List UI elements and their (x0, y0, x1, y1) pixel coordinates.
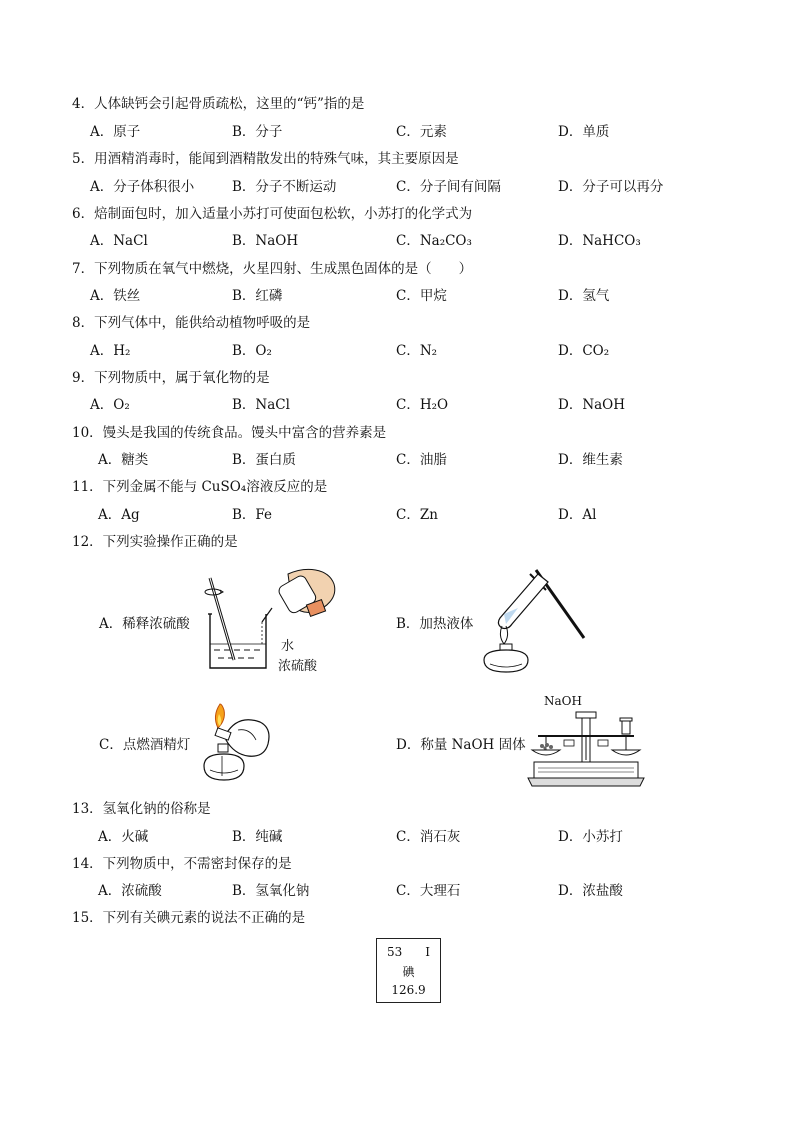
option-d[interactable]: D．Al (558, 507, 597, 523)
option-b[interactable]: B．纯碱 (232, 829, 283, 845)
option-a[interactable]: A．O₂ (90, 397, 130, 413)
option-b[interactable]: B．分子 (232, 124, 283, 140)
option-b[interactable]: B．氢氧化钠 (232, 883, 310, 899)
option-d[interactable]: D．氢气 (558, 288, 610, 304)
option-c[interactable]: C．分子间有间隔 (396, 179, 501, 195)
option-c[interactable]: C．Na₂CO₃ (396, 233, 472, 249)
q12-option-a-label[interactable]: A．稀释浓硫酸 (99, 616, 190, 632)
balance-figure (524, 706, 648, 788)
water-label: 水 (281, 639, 295, 654)
question-7: 7．下列物质在氧气中燃烧，火星四射、生成黑色固体的是（ ） (72, 261, 473, 277)
option-d[interactable]: D．单质 (558, 124, 610, 140)
option-c[interactable]: C．N₂ (396, 343, 438, 359)
q12-option-d-label[interactable]: D．称量 NaOH 固体 (396, 737, 526, 753)
question-13-options (90, 828, 770, 846)
question-6: 6．焙制面包时，加入适量小苏打可使面包松软，小苏打的化学式为 (72, 206, 473, 222)
question-4: 4．人体缺钙会引起骨质疏松，这里的“钙”指的是 (72, 96, 365, 112)
question-9-options (90, 396, 770, 414)
option-c[interactable]: C．油脂 (396, 452, 447, 468)
question-10: 10．馒头是我国的传统食品。馒头中富含的营养素是 (72, 425, 387, 441)
element-name: 碘 (402, 965, 415, 979)
option-a[interactable]: A．浓硫酸 (98, 883, 162, 899)
option-d[interactable]: D．小苏打 (558, 829, 623, 845)
iodine-element-card (376, 938, 441, 1003)
question-4-options (90, 123, 770, 141)
option-a[interactable]: A．NaCl (90, 233, 148, 249)
option-d[interactable]: D．维生素 (558, 452, 623, 468)
option-b[interactable]: B．分子不断运动 (232, 179, 337, 195)
heat-liquid-figure (474, 564, 594, 676)
question-8-options (90, 342, 770, 360)
option-d[interactable]: D．浓盐酸 (558, 883, 623, 899)
question-8: 8．下列气体中，能供给动植物呼吸的是 (72, 315, 311, 331)
question-9: 9．下列物质中，属于氧化物的是 (72, 370, 270, 386)
question-14: 14．下列物质中，不需密封保存的是 (72, 856, 292, 872)
question-5: 5．用酒精消毒时，能闻到酒精散发出的特殊气味，其主要原因是 (72, 151, 459, 167)
question-11-options (90, 506, 770, 524)
option-b[interactable]: B．O₂ (232, 343, 272, 359)
question-7-options (90, 287, 770, 305)
q12-option-b-label[interactable]: B．加热液体 (396, 616, 474, 632)
element-symbol: I (425, 945, 430, 959)
option-b[interactable]: B．Fe (232, 507, 273, 523)
option-a[interactable]: A．铁丝 (90, 288, 141, 304)
atomic-mass: 126.9 (391, 983, 426, 997)
light-lamp-figure (198, 700, 274, 786)
question-11: 11．下列金属不能与 CuSO₄溶液反应的是 (72, 479, 328, 495)
option-a[interactable]: A．原子 (90, 124, 141, 140)
acid-label: 浓硫酸 (278, 659, 318, 674)
option-b[interactable]: B．红磷 (232, 288, 283, 304)
question-15: 15．下列有关碘元素的说法不正确的是 (72, 910, 306, 926)
option-c[interactable]: C．H₂O (396, 397, 449, 413)
question-10-options (90, 451, 770, 469)
option-a[interactable]: A．火碱 (98, 829, 149, 845)
option-a[interactable]: A．糖类 (98, 452, 149, 468)
question-14-options (90, 882, 770, 900)
q12-option-c-label[interactable]: C．点燃酒精灯 (99, 737, 191, 753)
dilute-acid-figure (196, 564, 346, 674)
option-c[interactable]: C．甲烷 (396, 288, 447, 304)
option-b[interactable]: B．蛋白质 (232, 452, 296, 468)
naoh-label: NaOH (544, 694, 582, 708)
option-c[interactable]: C．元素 (396, 124, 447, 140)
option-c[interactable]: C．大理石 (396, 883, 461, 899)
atomic-number: 53 (387, 945, 403, 959)
option-d[interactable]: D．NaHCO₃ (558, 233, 641, 249)
question-5-options (90, 178, 770, 196)
question-13: 13．氢氧化钠的俗称是 (72, 801, 211, 817)
option-b[interactable]: B．NaOH (232, 233, 299, 249)
option-c[interactable]: C．Zn (396, 507, 438, 523)
option-a[interactable]: A．H₂ (90, 343, 131, 359)
option-d[interactable]: D．分子可以再分 (558, 179, 664, 195)
option-c[interactable]: C．消石灰 (396, 829, 461, 845)
option-d[interactable]: D．CO₂ (558, 343, 610, 359)
option-d[interactable]: D．NaOH (558, 397, 626, 413)
question-6-options (90, 232, 770, 250)
option-a[interactable]: A．分子体积很小 (90, 179, 195, 195)
question-12: 12．下列实验操作正确的是 (72, 534, 238, 550)
option-a[interactable]: A．Ag (98, 507, 140, 523)
option-b[interactable]: B．NaCl (232, 397, 290, 413)
